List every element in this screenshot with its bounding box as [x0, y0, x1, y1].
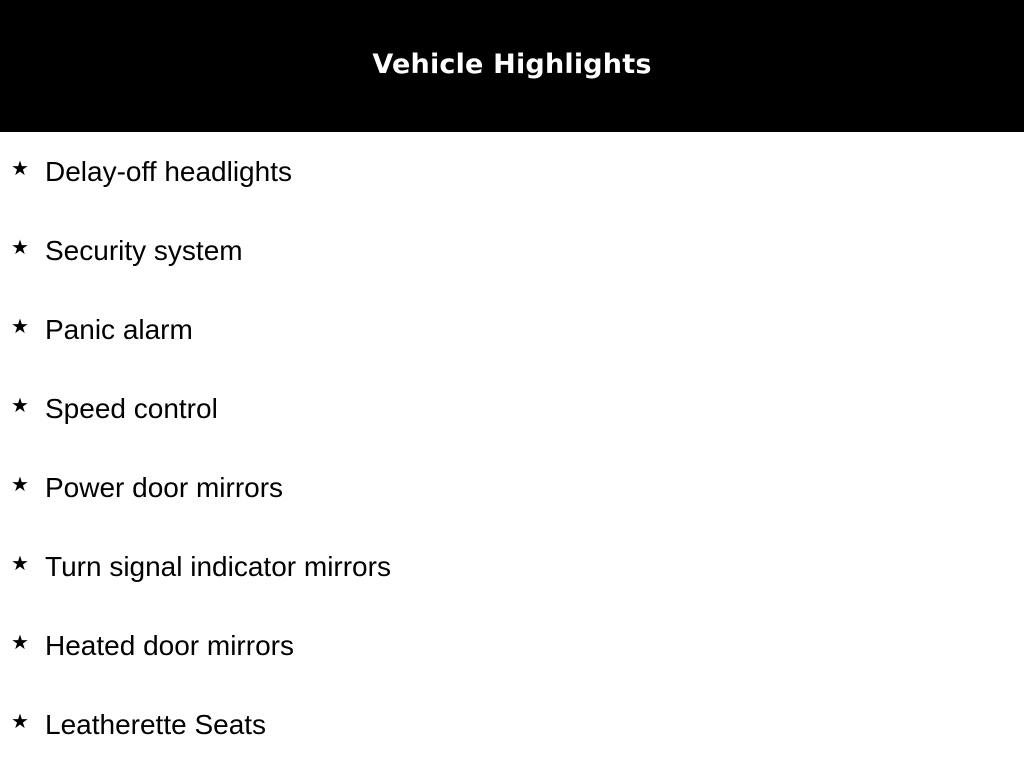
page-header: [0, 0, 1024, 132]
list-item: [0, 290, 1024, 369]
list-item-label: Power door mirrors: [45, 472, 284, 503]
list-item: [0, 132, 1024, 211]
list-item-label: Leatherette Seats: [45, 709, 267, 740]
list-item: [0, 527, 1024, 606]
list-item: [0, 448, 1024, 527]
list-item-label: Security system: [45, 235, 243, 266]
list-item: [0, 685, 1024, 764]
star-icon: ★: [11, 630, 29, 654]
list-item: [0, 606, 1024, 685]
star-icon: ★: [11, 156, 29, 180]
star-icon: ★: [11, 393, 29, 417]
page-title: Vehicle Highlights: [372, 48, 652, 80]
list-item-label: Delay-off headlights: [45, 156, 292, 187]
star-icon: ★: [11, 235, 29, 259]
highlights-list: [0, 132, 1024, 764]
list-item-label: Speed control: [45, 393, 218, 424]
list-item-label: Turn signal indicator mirrors: [45, 551, 391, 582]
list-item-label: Heated door mirrors: [45, 630, 294, 661]
list-item: [0, 369, 1024, 448]
star-icon: ★: [11, 472, 29, 496]
star-icon: ★: [11, 709, 29, 733]
star-icon: ★: [11, 551, 29, 575]
list-item: [0, 211, 1024, 290]
list-item-label: Panic alarm: [45, 314, 193, 345]
star-icon: ★: [11, 314, 29, 338]
